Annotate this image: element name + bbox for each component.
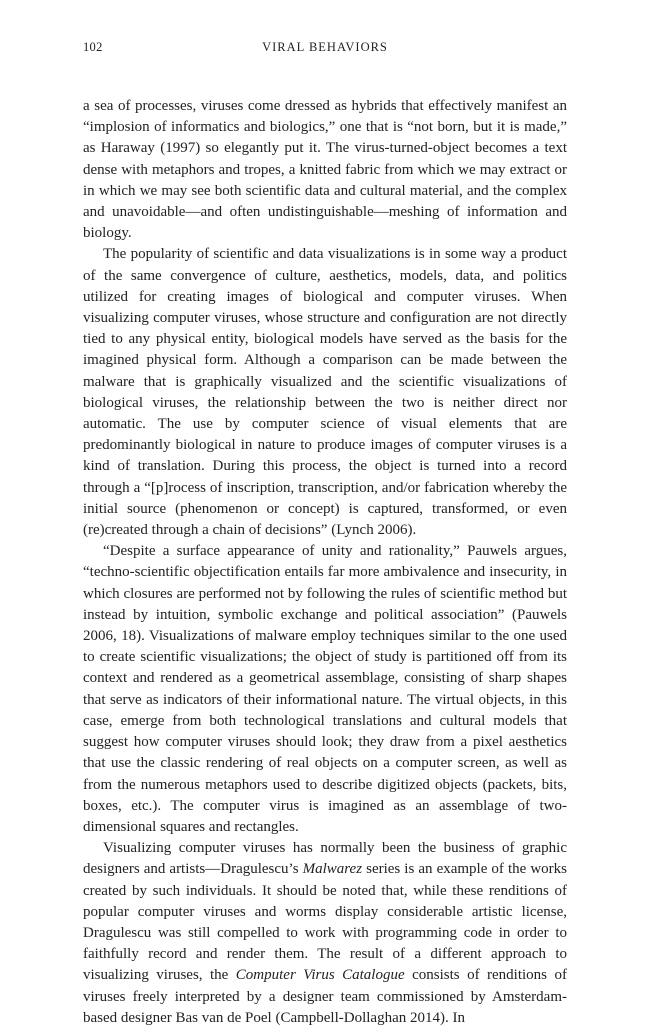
paragraph-text: series is an example of the works created by such individuals. It should be noted that, while these renditions of popular computer viruses and worms display considerable artistic license, Dragulescu was still compelled to work with programming code in order to faithfully record and render them. The result of a different approach to visualizing viruses, the <box>83 861 568 984</box>
paragraph-text: consists of renditions of viruses freely interpreted by a designer team commissioned by Amsterdam-based designer Bas van de Poel (Campbell-Dollaghan 2014). In <box>83 967 567 1026</box>
book-page <box>83 40 567 1029</box>
paragraph-text: “Despite a surface appearance of unity and rationality,” Pauwels argues, “techno-scientific objectification entails far more ambivalence and insecurity, in which closures are performed not by following the rules of scientific method but instead by intuition, symbolic exchange and political association” (Pauwels 2006, 18). Visualizations of malware employ techniques similar to the one used to create scientific visualizations; the object of study is partitioned off from its context and rendered as a geometrical assemblage, consisting of sharp shapes that serve as indicators of their informational nature. The virtual objects, in this case, emerge from both technological translations and cultural models that suggest how computer viruses should look; they draw from a pixel aesthetics that use the classic rendering of real objects on a computer screen, as well as from the numerous metaphors used to describe digitized objects (packets, bits, boxes, etc.). The computer virus is imagined as an assemblage of two-dimensional squares and rectangles. <box>83 543 567 835</box>
page-number: 102 <box>83 40 103 54</box>
paragraph <box>83 96 567 244</box>
running-title: VIRAL BEHAVIORS <box>262 40 388 54</box>
italic-title-malwarez: Malwarez <box>302 861 363 878</box>
paragraph-text: a sea of processes, viruses come dressed as hybrids that effectively manifest an “implosion of informatics and biologics,” one that is “not born, but it is made,” as Haraway (1997) so elegantly put it. The virus-turned-object becomes a text dense with metaphors and tropes, a knitted fabric from which we may extract or in which we may see both scientific data and cultural material, and the complex and unavoidable—and often undistinguishable—meshing of information and biology. <box>83 98 567 242</box>
paragraph <box>83 838 567 1029</box>
running-head <box>83 40 567 60</box>
paragraph-text: Visualizing computer viruses has normally been the business of graphic designers and artists—Dragulescu’s <box>83 840 567 878</box>
italic-title-computer-virus-catalogue: Computer Virus Catalogue <box>235 967 405 984</box>
body-text <box>83 96 567 1029</box>
paragraph-text: The popularity of scientific and data visualizations is in some way a product of the same convergence of culture, aesthetics, models, data, and politics utilized for creating images of biological and computer viruses. When visualizing computer viruses, whose structure and configuration are not directly tied to any physical entity, biological models have served as the basis for the imagined physical form. Although a comparison can be made between the malware that is graphically visualized and the scientific visualizations of biological viruses, the relationship between the two is neither direct nor automatic. The use by computer science of visual elements that are predominantly biological in nature to produce images of computer viruses is a kind of translation. During this process, the object is turned into a record through a “[p]rocess of inscription, transcription, and/or fabrication whereby the initial source (phenomenon or concept) is captured, transformed, or even (re)created through a chain of decisions” (Lynch 2006). <box>83 246 567 539</box>
paragraph <box>83 244 567 541</box>
paragraph <box>83 541 567 838</box>
